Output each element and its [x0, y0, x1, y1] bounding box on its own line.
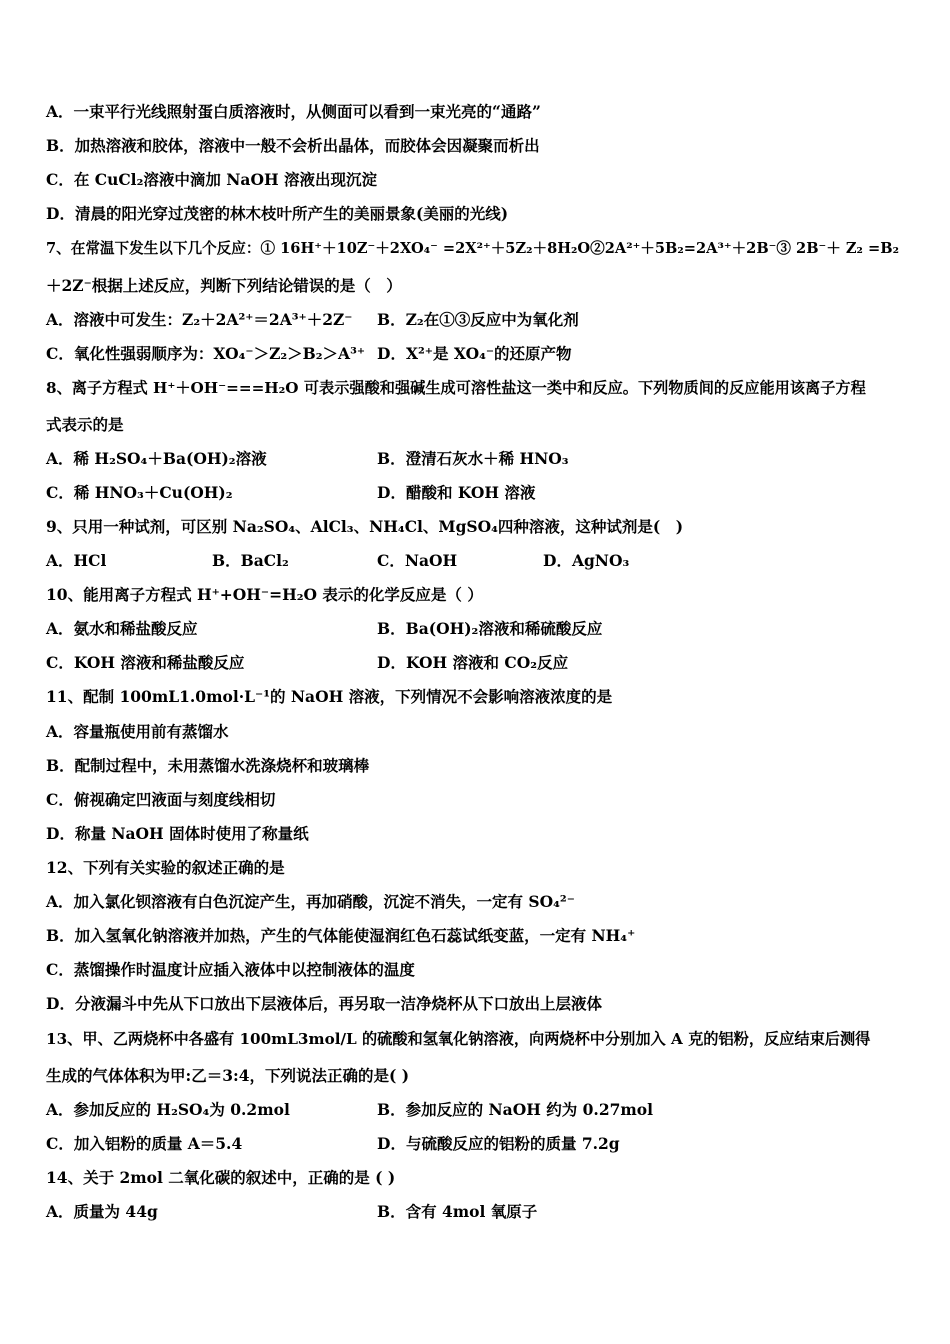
question-8-stem-cont: 式表示的是 — [46, 415, 124, 434]
option-12a: A．加入氯化钡溶液有白色沉淀产生，再加硝酸，沉淀不消失，一定有 SO₄²⁻ — [46, 892, 575, 911]
option-13b: B．参加反应的 NaOH 约为 0.27mol — [377, 1100, 654, 1119]
option-6a: A．一束平行光线照射蛋白质溶液时，从侧面可以看到一束光亮的“通路” — [46, 102, 541, 121]
option-9b: B．BaCl₂ — [212, 551, 289, 570]
option-11b: B．配制过程中，未用蒸馏水洗涤烧杯和玻璃棒 — [46, 756, 370, 775]
question-13-stem: 13、甲、乙两烧杯中各盛有 100mL3mol/L 的硫酸和氢氧化钠溶液，向两烧杯中分别加入 A 克的铝粉，反应结束后测得 — [46, 1030, 871, 1048]
question-11-stem: 11、配制 100mL1.0mol·L⁻¹的 NaOH 溶液，下列情况不会影响溶液浓度的是 — [46, 687, 613, 706]
option-13c: C．加入铝粉的质量 A＝5.4 — [46, 1134, 243, 1153]
option-14b: B．含有 4mol 氧原子 — [377, 1202, 538, 1221]
option-7c: C．氧化性强弱顺序为：XO₄⁻＞Z₂＞B₂＞A³⁺ — [46, 344, 366, 363]
option-6c: C．在 CuCl₂溶液中滴加 NaOH 溶液出现沉淀 — [46, 170, 378, 189]
option-14a: A．质量为 44g — [46, 1202, 158, 1221]
option-8c: C．稀 HNO₃＋Cu(OH)₂ — [46, 483, 233, 502]
option-8b: B．澄清石灰水＋稀 HNO₃ — [377, 449, 569, 468]
option-6d: D．清晨的阳光穿过茂密的林木枝叶所产生的美丽景象(美丽的光线) — [46, 204, 509, 223]
option-7b: B．Z₂在①③反应中为氧化剂 — [377, 310, 579, 329]
option-13d: D．与硫酸反应的铝粉的质量 7.2g — [377, 1134, 620, 1153]
question-8-stem: 8、离子方程式 H⁺＋OH⁻===H₂O 可表示强酸和强碱生成可溶性盐这一类中和反应。下列物质间的反应能用该离子方程 — [46, 379, 866, 397]
question-9-stem: 9、只用一种试剂，可区别 Na₂SO₄、AlCl₃、NH₄Cl、MgSO₄四种溶液，这种试剂是( ) — [46, 517, 684, 536]
question-7-stem-cont: ＋2Z⁻根据上述反应，判断下列结论错误的是（ ） — [46, 276, 402, 295]
option-8a: A．稀 H₂SO₄＋Ba(OH)₂溶液 — [46, 449, 267, 468]
option-12d: D．分液漏斗中先从下口放出下层液体后，再另取一洁净烧杯从下口放出上层液体 — [46, 994, 602, 1013]
option-10a: A．氨水和稀盐酸反应 — [46, 619, 198, 638]
option-6b: B．加热溶液和胶体，溶液中一般不会析出晶体，而胶体会因凝聚而析出 — [46, 136, 540, 155]
question-13-stem-cont: 生成的气体体积为甲:乙＝3:4，下列说法正确的是( ) — [46, 1066, 410, 1085]
option-9a: A．HCl — [46, 551, 107, 570]
option-7a: A．溶液中可发生：Z₂＋2A²⁺＝2A³⁺＋2Z⁻ — [46, 310, 353, 329]
option-8d: D．醋酸和 KOH 溶液 — [377, 483, 536, 502]
option-12c: C．蒸馏操作时温度计应插入液体中以控制液体的温度 — [46, 960, 415, 979]
option-10d: D．KOH 溶液和 CO₂反应 — [377, 653, 569, 672]
option-7d: D．X²⁺是 XO₄⁻的还原产物 — [377, 344, 572, 363]
question-7-stem: 7、在常温下发生以下几个反应：① 16H⁺＋10Z⁻＋2XO₄⁻ =2X²⁺＋5Z₂＋8H₂O②2A²⁺＋5B₂=2A³⁺＋2B⁻③ 2B⁻＋ Z₂ =B₂ — [46, 240, 899, 257]
option-13a: A．参加反应的 H₂SO₄为 0.2mol — [46, 1100, 290, 1119]
option-11c: C．俯视确定凹液面与刻度线相切 — [46, 790, 276, 809]
option-10b: B．Ba(OH)₂溶液和稀硫酸反应 — [377, 619, 603, 638]
option-11d: D．称量 NaOH 固体时使用了称量纸 — [46, 824, 309, 843]
option-9c: C．NaOH — [377, 551, 458, 570]
option-9d: D．AgNO₃ — [543, 551, 630, 570]
question-10-stem: 10、能用离子方程式 H⁺+OH⁻=H₂O 表示的化学反应是（ ） — [46, 585, 483, 604]
option-11a: A．容量瓶使用前有蒸馏水 — [46, 722, 229, 741]
question-12-stem: 12、下列有关实验的叙述正确的是 — [46, 858, 285, 877]
question-14-stem: 14、关于 2mol 二氧化碳的叙述中，正确的是 ( ) — [46, 1168, 396, 1187]
option-10c: C．KOH 溶液和稀盐酸反应 — [46, 653, 245, 672]
option-12b: B．加入氢氧化钠溶液并加热，产生的气体能使湿润红色石蕊试纸变蓝，一定有 NH₄⁺ — [46, 926, 636, 945]
